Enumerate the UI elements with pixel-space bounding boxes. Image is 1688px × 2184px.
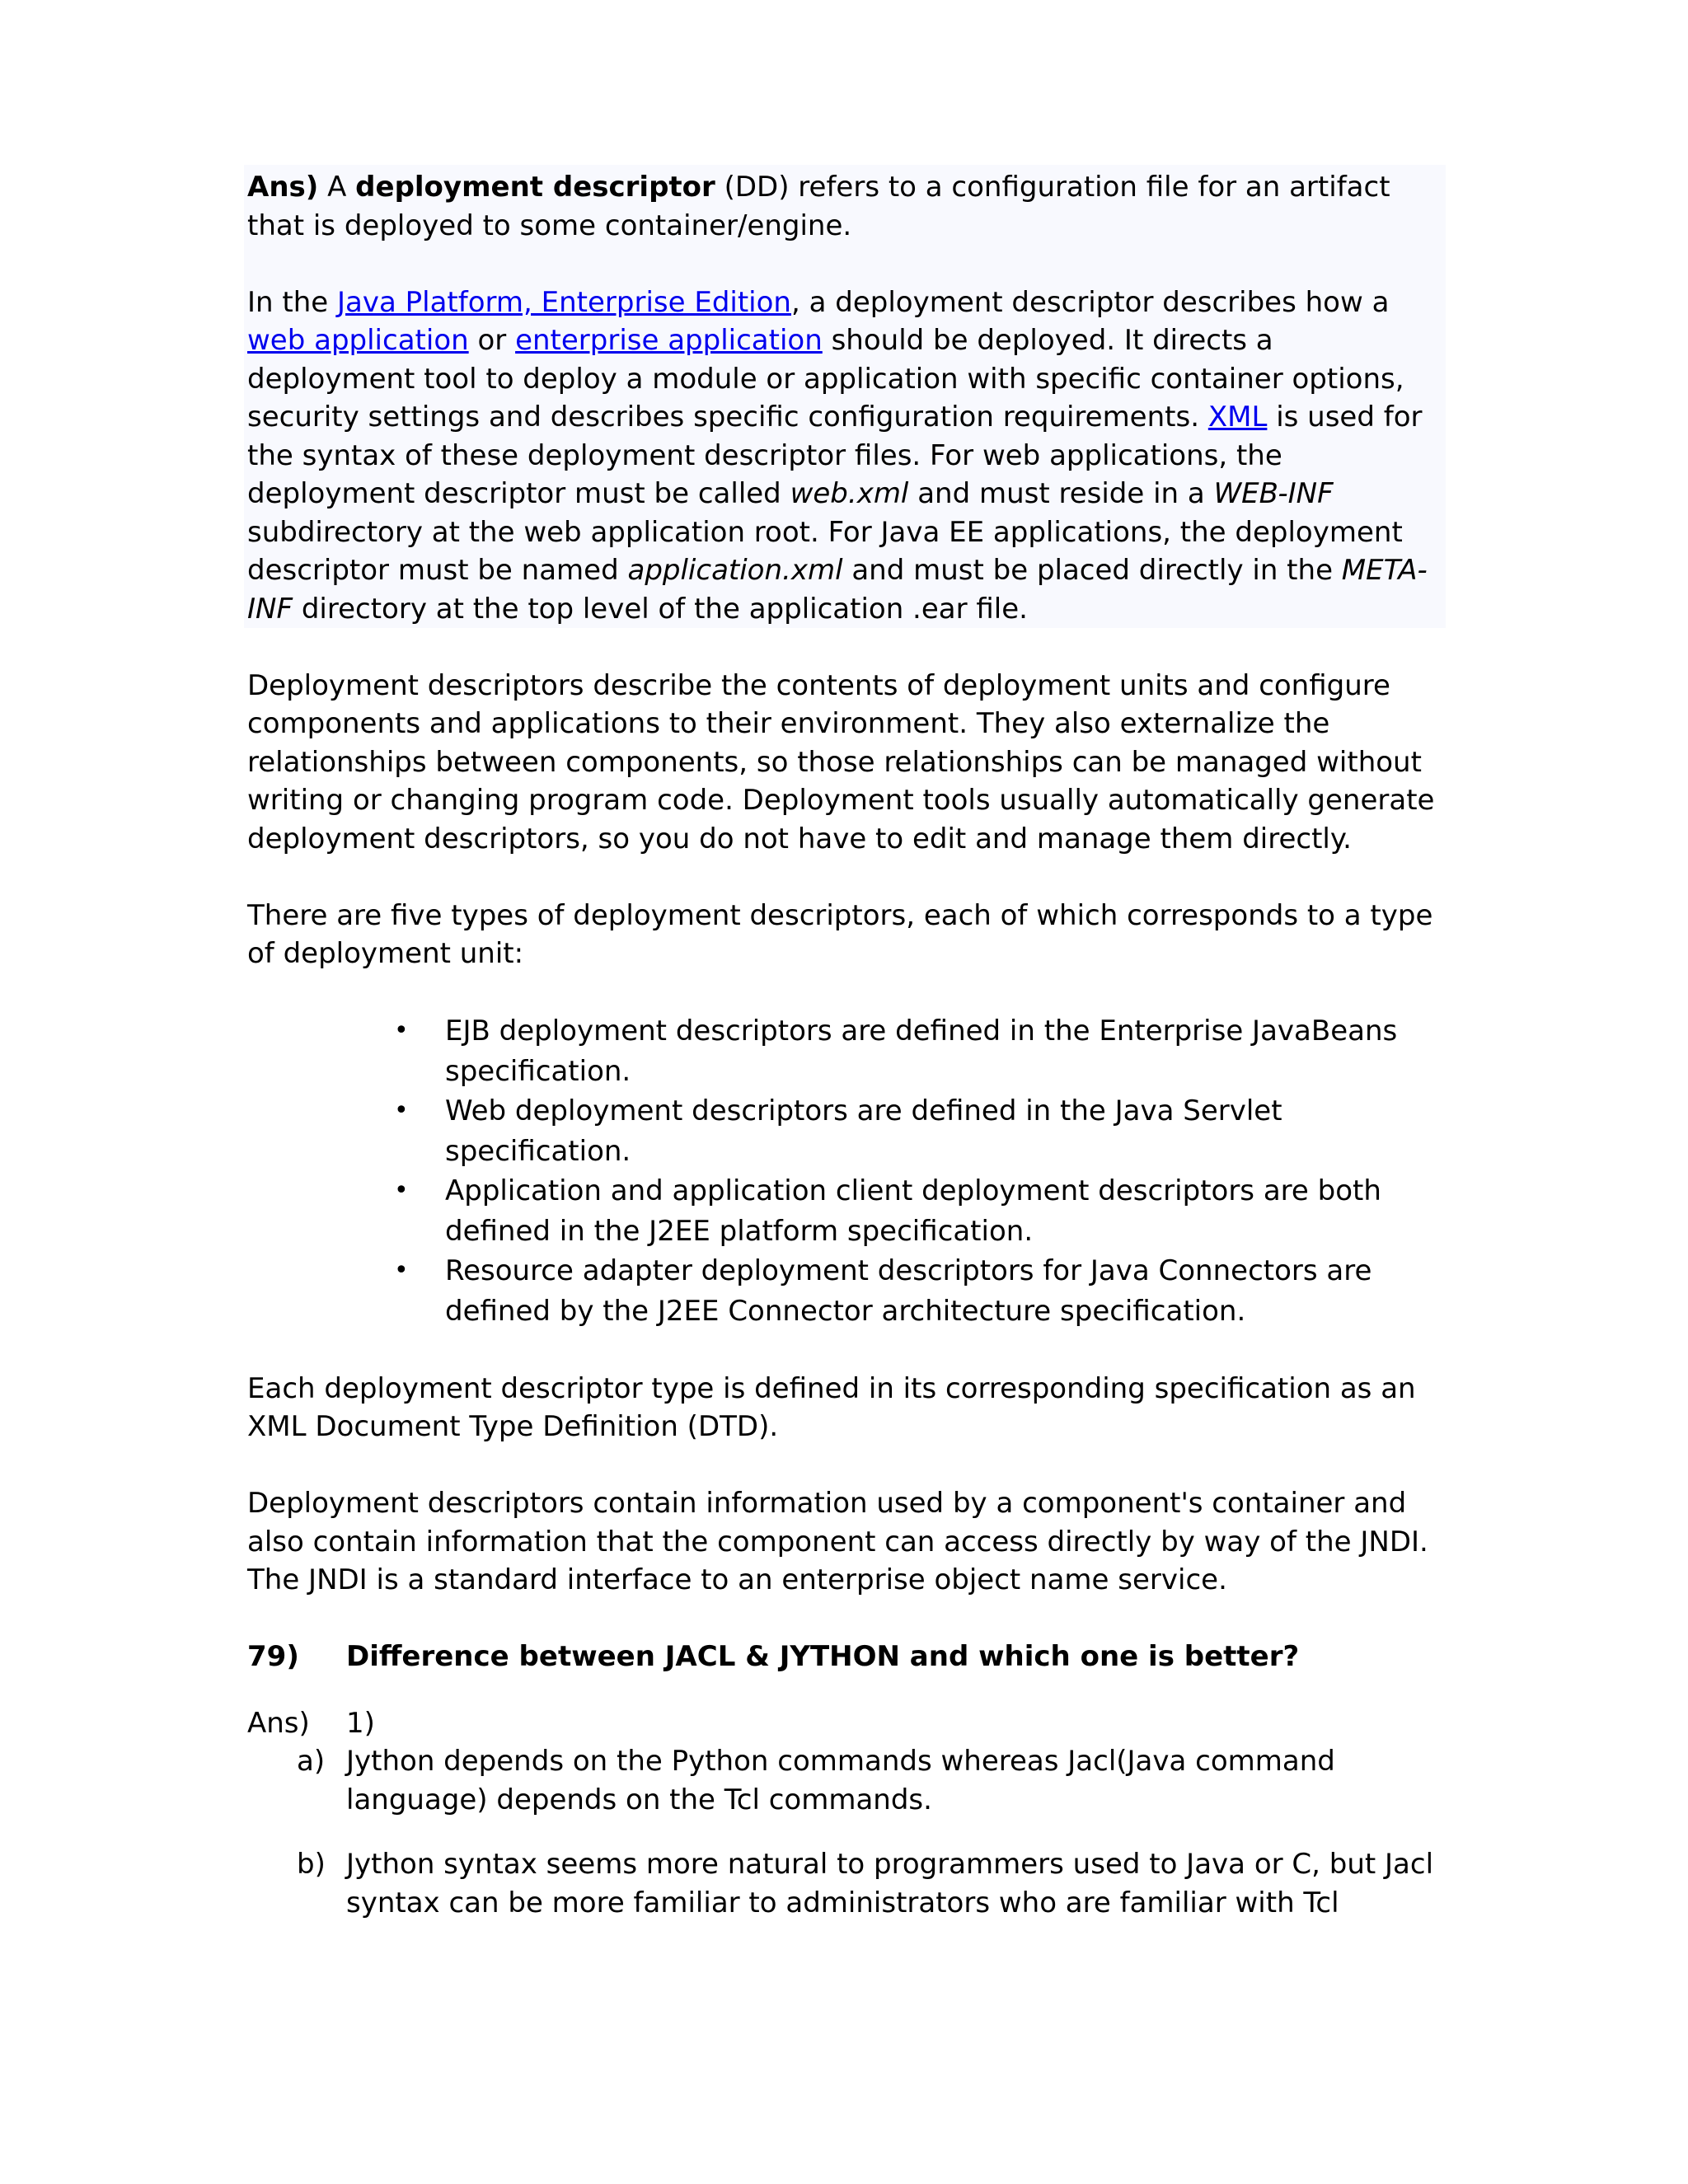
list-item-text: Resource adapter deployment descriptors for Java Connectors are defined by the J2EE Connector architecture specification. <box>445 1254 1372 1328</box>
link-enterprise-application[interactable]: enterprise application <box>515 324 823 357</box>
term-deployment-descriptor: deployment descriptor <box>355 171 715 204</box>
jndi-paragraph: Deployment descriptors contain information used by a component's container and also contain information that the component can access directly by way of the JNDI. The JNDI is a standard interface to an enterprise object name service. <box>247 1487 1428 1596</box>
text-run: directory at the top level of the application .ear file. <box>293 592 1028 626</box>
document-page <box>247 165 1442 1922</box>
text-run: and must be placed directly in the <box>842 554 1342 587</box>
list-item-text: EJB deployment descriptors are defined in the Enterprise JavaBeans specification. <box>445 1015 1398 1088</box>
answer-item-text: Jython depends on the Python commands whereas Jacl(Java command language) depends on the Tcl commands. <box>346 1745 1335 1816</box>
link-xml[interactable]: XML <box>1207 401 1268 434</box>
answer-item-text: Jython syntax seems more natural to programmers used to Java or C, but Jacl syntax can be more familiar to administrators who are familiar with Tcl <box>346 1848 1434 1919</box>
descriptor-types-list <box>247 1011 1442 1331</box>
types-paragraph: There are five types of deployment descriptors, each of which corresponds to a type of deployment unit: <box>247 898 1433 970</box>
answer-item-b <box>297 1845 1442 1922</box>
question-text: Difference between JACL & JYTHON and which one is better? <box>346 1640 1300 1673</box>
italic-web-xml: web.xml <box>790 477 909 510</box>
javaee-paragraph <box>247 284 1442 629</box>
link-web-application[interactable]: web application <box>247 324 469 357</box>
contents-paragraph: Deployment descriptors describe the contents of deployment units and configure components and applications to their environment. They also externalize the relationships between components, so those relationships can be managed without writing or changing program code. Deployment tools usually automatically generate deployment descriptors, so you do not have to edit and manage them directly. <box>247 668 1435 855</box>
answer-item-a <box>297 1742 1442 1819</box>
ans-label: Ans) <box>247 171 319 204</box>
italic-application-xml: application.xml <box>627 554 843 587</box>
bullet-icon: • <box>394 1176 409 1205</box>
bullet-icon: • <box>394 1096 409 1125</box>
text-run: , a deployment descriptor describes how a <box>790 285 1390 319</box>
question-number: 79) <box>247 1640 299 1673</box>
answer-number: 1) <box>346 1706 375 1740</box>
text-run: subdirectory at the web application root. For Java EE applications, the deployment descriptor must be named <box>247 515 1403 587</box>
text-run: or <box>468 324 516 357</box>
dtd-paragraph: Each deployment descriptor type is defined in its corresponding specification as an XML Document Type Definition (DTD). <box>247 1371 1416 1443</box>
bullet-icon: • <box>394 1016 409 1045</box>
text-run: and must reside in a <box>908 477 1214 510</box>
italic-web-inf: WEB-INF <box>1213 477 1334 510</box>
italic-meta-inf: META-INF <box>247 554 1428 626</box>
link-java-platform-ee[interactable]: Java Platform, Enterprise Edition <box>337 285 791 319</box>
question-heading <box>247 1638 1442 1676</box>
answer-label: Ans) <box>247 1706 310 1740</box>
answer-header <box>247 1704 1442 1743</box>
text-run: should be deployed. It directs a deployment tool to deploy a module or application with specific container options, security settings and describes specific configuration requirements. <box>247 324 1404 434</box>
list-item <box>394 1091 1442 1171</box>
list-item-text: Web deployment descriptors are defined in the Java Servlet specification. <box>445 1094 1282 1168</box>
intro-text: (DD) refers to a configuration file for an artifact that is deployed to some container/engine. <box>247 171 1390 242</box>
answer-item-label: a) <box>297 1745 326 1778</box>
list-item <box>394 1171 1442 1251</box>
list-item-text: Application and application client deployment descriptors are both defined in the J2EE platform specification. <box>445 1174 1381 1248</box>
bullet-icon: • <box>394 1256 409 1285</box>
answer-item-label: b) <box>297 1848 326 1881</box>
text-run: In the <box>247 285 337 319</box>
definition-block <box>244 165 1446 628</box>
list-item <box>394 1251 1442 1331</box>
list-item <box>394 1011 1442 1091</box>
text-run: is used for the syntax of these deployment descriptor files. For web applications, the deployment descriptor must be called <box>247 401 1423 510</box>
intro-article: A <box>318 171 356 204</box>
intro-paragraph <box>247 168 1442 245</box>
